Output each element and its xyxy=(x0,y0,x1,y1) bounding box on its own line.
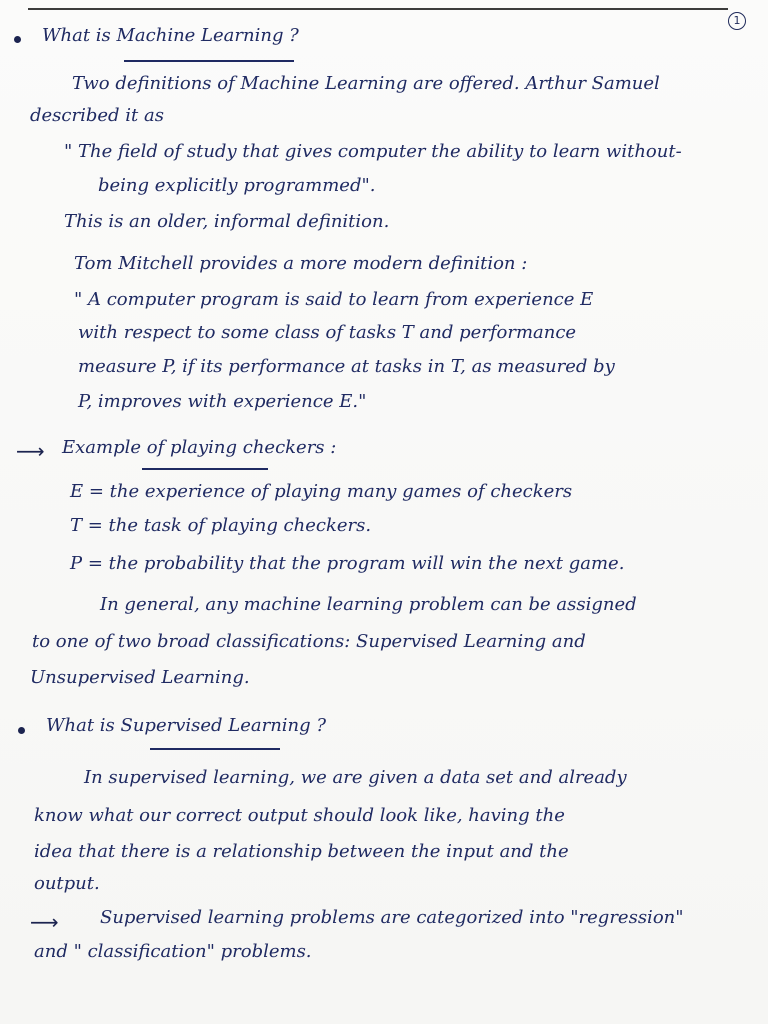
example-p-line: P = the probability that the program will win the next game. xyxy=(70,553,625,574)
older-definition-note: This is an older, informal definition. xyxy=(64,211,390,232)
example-underline xyxy=(142,468,268,470)
arrow-icon: ⟶ xyxy=(30,910,59,934)
arrow-icon: ⟶ xyxy=(16,439,45,463)
supervised-line-4: output. xyxy=(34,873,100,894)
ml-heading: What is Machine Learning ? xyxy=(42,25,299,46)
supervised-line-3: idea that there is a relationship between the input and the xyxy=(34,841,569,862)
supervised-line-1: In supervised learning, we are given a data set and already xyxy=(84,767,627,788)
bullet-icon xyxy=(14,36,21,43)
samuel-quote-line-1: " The field of study that gives computer the ability to learn without- xyxy=(64,141,682,162)
page-top-rule xyxy=(28,8,728,10)
mitchell-intro: Tom Mitchell provides a more modern definition : xyxy=(74,253,528,274)
example-e-line: E = the experience of playing many games of checkers xyxy=(70,481,573,502)
samuel-quote-line-2: being explicitly programmed". xyxy=(98,175,376,196)
example-heading: Example of playing checkers : xyxy=(62,437,337,458)
supervised-underline xyxy=(150,748,280,750)
example-t-line: T = the task of playing checkers. xyxy=(70,515,372,536)
categorized-line-2: and " classification" problems. xyxy=(34,941,312,962)
categorized-line-1: Supervised learning problems are categorized into "regression" xyxy=(100,907,684,928)
general-line-1: In general, any machine learning problem can be assigned xyxy=(100,594,637,615)
definitions-intro-line-2: described it as xyxy=(30,105,164,126)
definitions-intro-line-1: Two definitions of Machine Learning are offered. Arthur Samuel xyxy=(72,73,660,94)
supervised-heading: What is Supervised Learning ? xyxy=(46,715,327,736)
general-line-2: to one of two broad classifications: Supervised Learning and xyxy=(32,631,586,652)
mitchell-quote-line-2: with respect to some class of tasks T and performance xyxy=(78,322,577,343)
heading-underline xyxy=(124,60,294,62)
page-number: 1 xyxy=(728,12,746,30)
supervised-line-2: know what our correct output should look like, having the xyxy=(34,805,565,826)
mitchell-quote-line-4: P, improves with experience E." xyxy=(78,391,367,412)
bullet-icon xyxy=(18,727,25,734)
mitchell-quote-line-3: measure P, if its performance at tasks in T, as measured by xyxy=(78,356,615,377)
mitchell-quote-line-1: " A computer program is said to learn from experience E xyxy=(74,289,594,310)
general-line-3: Unsupervised Learning. xyxy=(30,667,250,688)
